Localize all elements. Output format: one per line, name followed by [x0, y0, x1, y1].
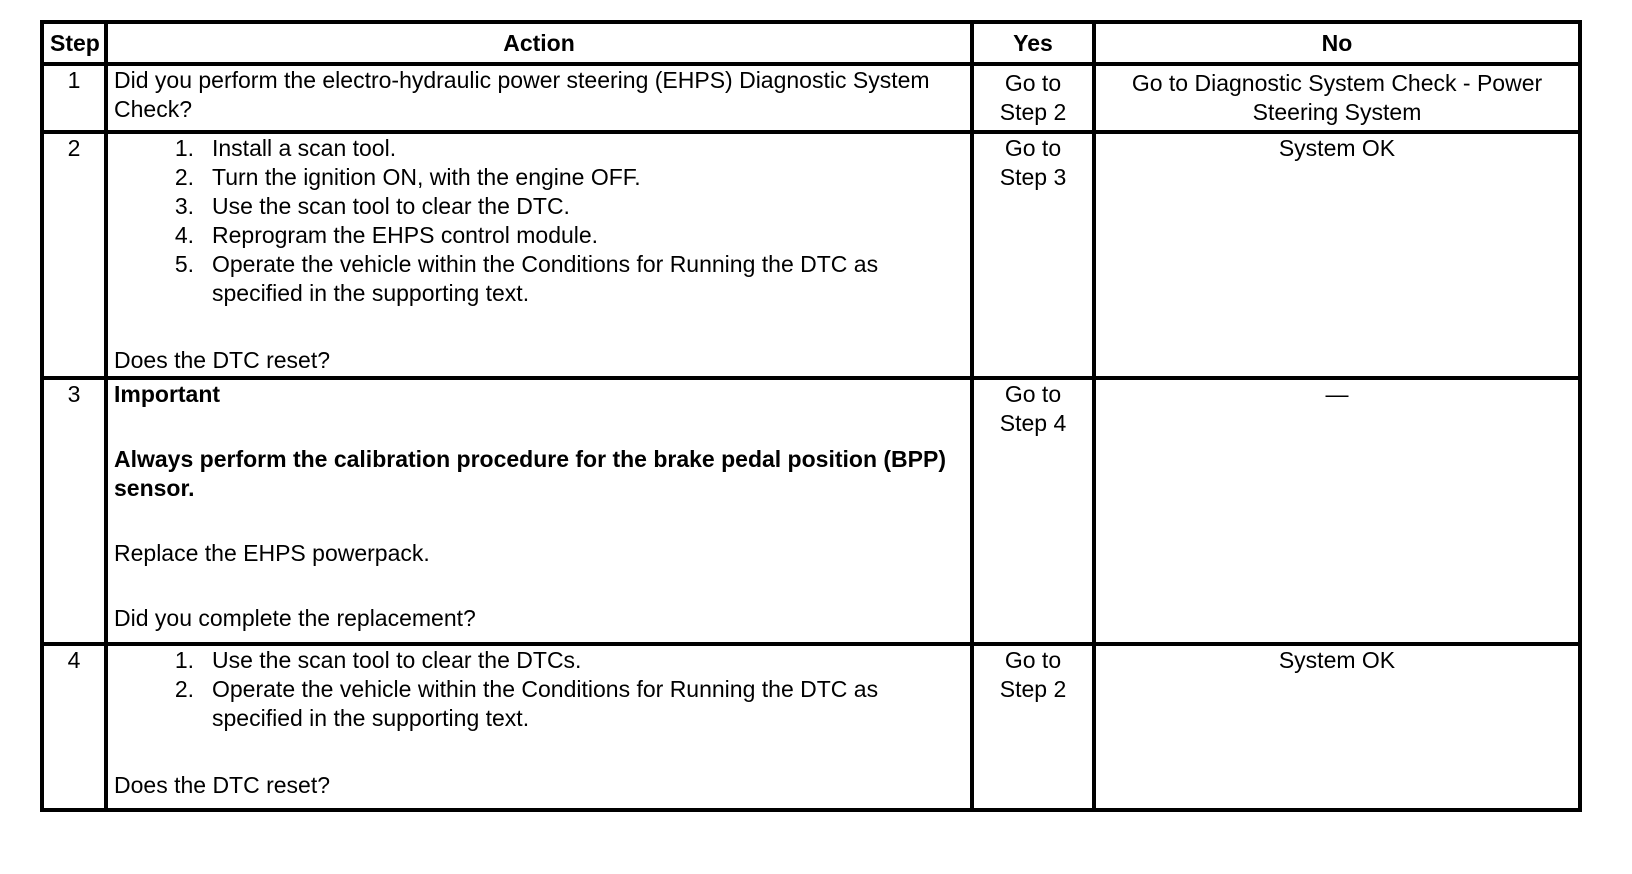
list-item: 3. Use the scan tool to clear the DTC.: [174, 193, 570, 219]
step-number: 2: [42, 132, 106, 378]
list-item: 5. Operate the vehicle within the Conditions for Running the DTC as specified in the supporting text.: [174, 251, 879, 306]
list-item: 1. Use the scan tool to clear the DTCs.: [174, 647, 582, 673]
table-row: [42, 64, 1580, 132]
list-item: 2. Operate the vehicle within the Conditions for Running the DTC as specified in the supporting text.: [174, 676, 879, 731]
header-no: No: [1094, 22, 1580, 64]
important-label: Important: [114, 381, 221, 407]
action-cell: [106, 378, 972, 644]
table-row: [42, 378, 1580, 644]
header-yes: Yes: [972, 22, 1094, 64]
step-number: 1: [42, 64, 106, 132]
action-question: Does the DTC reset?: [114, 347, 331, 373]
list-item: 4. Reprogram the EHPS control module.: [174, 222, 599, 248]
list-item: 1. Install a scan tool.: [174, 135, 397, 161]
action-question: Does the DTC reset?: [114, 772, 331, 798]
action-cell: [106, 132, 972, 378]
action-instruction: Replace the EHPS powerpack.: [114, 540, 430, 566]
header-step: Step: [42, 22, 106, 64]
no-cell: Go to Diagnostic System Check - Power Steering System: [1094, 64, 1580, 132]
yes-cell: Go to Step 2: [972, 644, 1094, 810]
header-row: [42, 22, 1580, 64]
diagnostic-table: [40, 20, 1582, 812]
yes-cell: Go to Step 2: [972, 64, 1094, 132]
table-row: [42, 644, 1580, 810]
action-step-list: [132, 646, 964, 733]
action-step-list: [132, 134, 964, 308]
yes-cell: Go to Step 4: [972, 378, 1094, 644]
step-number: 4: [42, 644, 106, 810]
table-row: [42, 132, 1580, 378]
action-question: Did you perform the electro-hydraulic power steering (EHPS) Diagnostic System Check?: [114, 67, 930, 122]
no-cell: System OK: [1094, 644, 1580, 810]
action-question: Did you complete the replacement?: [114, 605, 476, 631]
list-item: 2. Turn the ignition ON, with the engine OFF.: [174, 164, 641, 190]
action-cell: [106, 644, 972, 810]
action-cell: [106, 64, 972, 132]
document-page: [40, 20, 1578, 812]
no-cell: —: [1094, 378, 1580, 644]
yes-cell: Go to Step 3: [972, 132, 1094, 378]
no-cell: System OK: [1094, 132, 1580, 378]
header-action: Action: [106, 22, 972, 64]
step-number: 3: [42, 378, 106, 644]
important-note: Always perform the calibration procedure for the brake pedal position (BPP) sensor.: [114, 446, 946, 501]
